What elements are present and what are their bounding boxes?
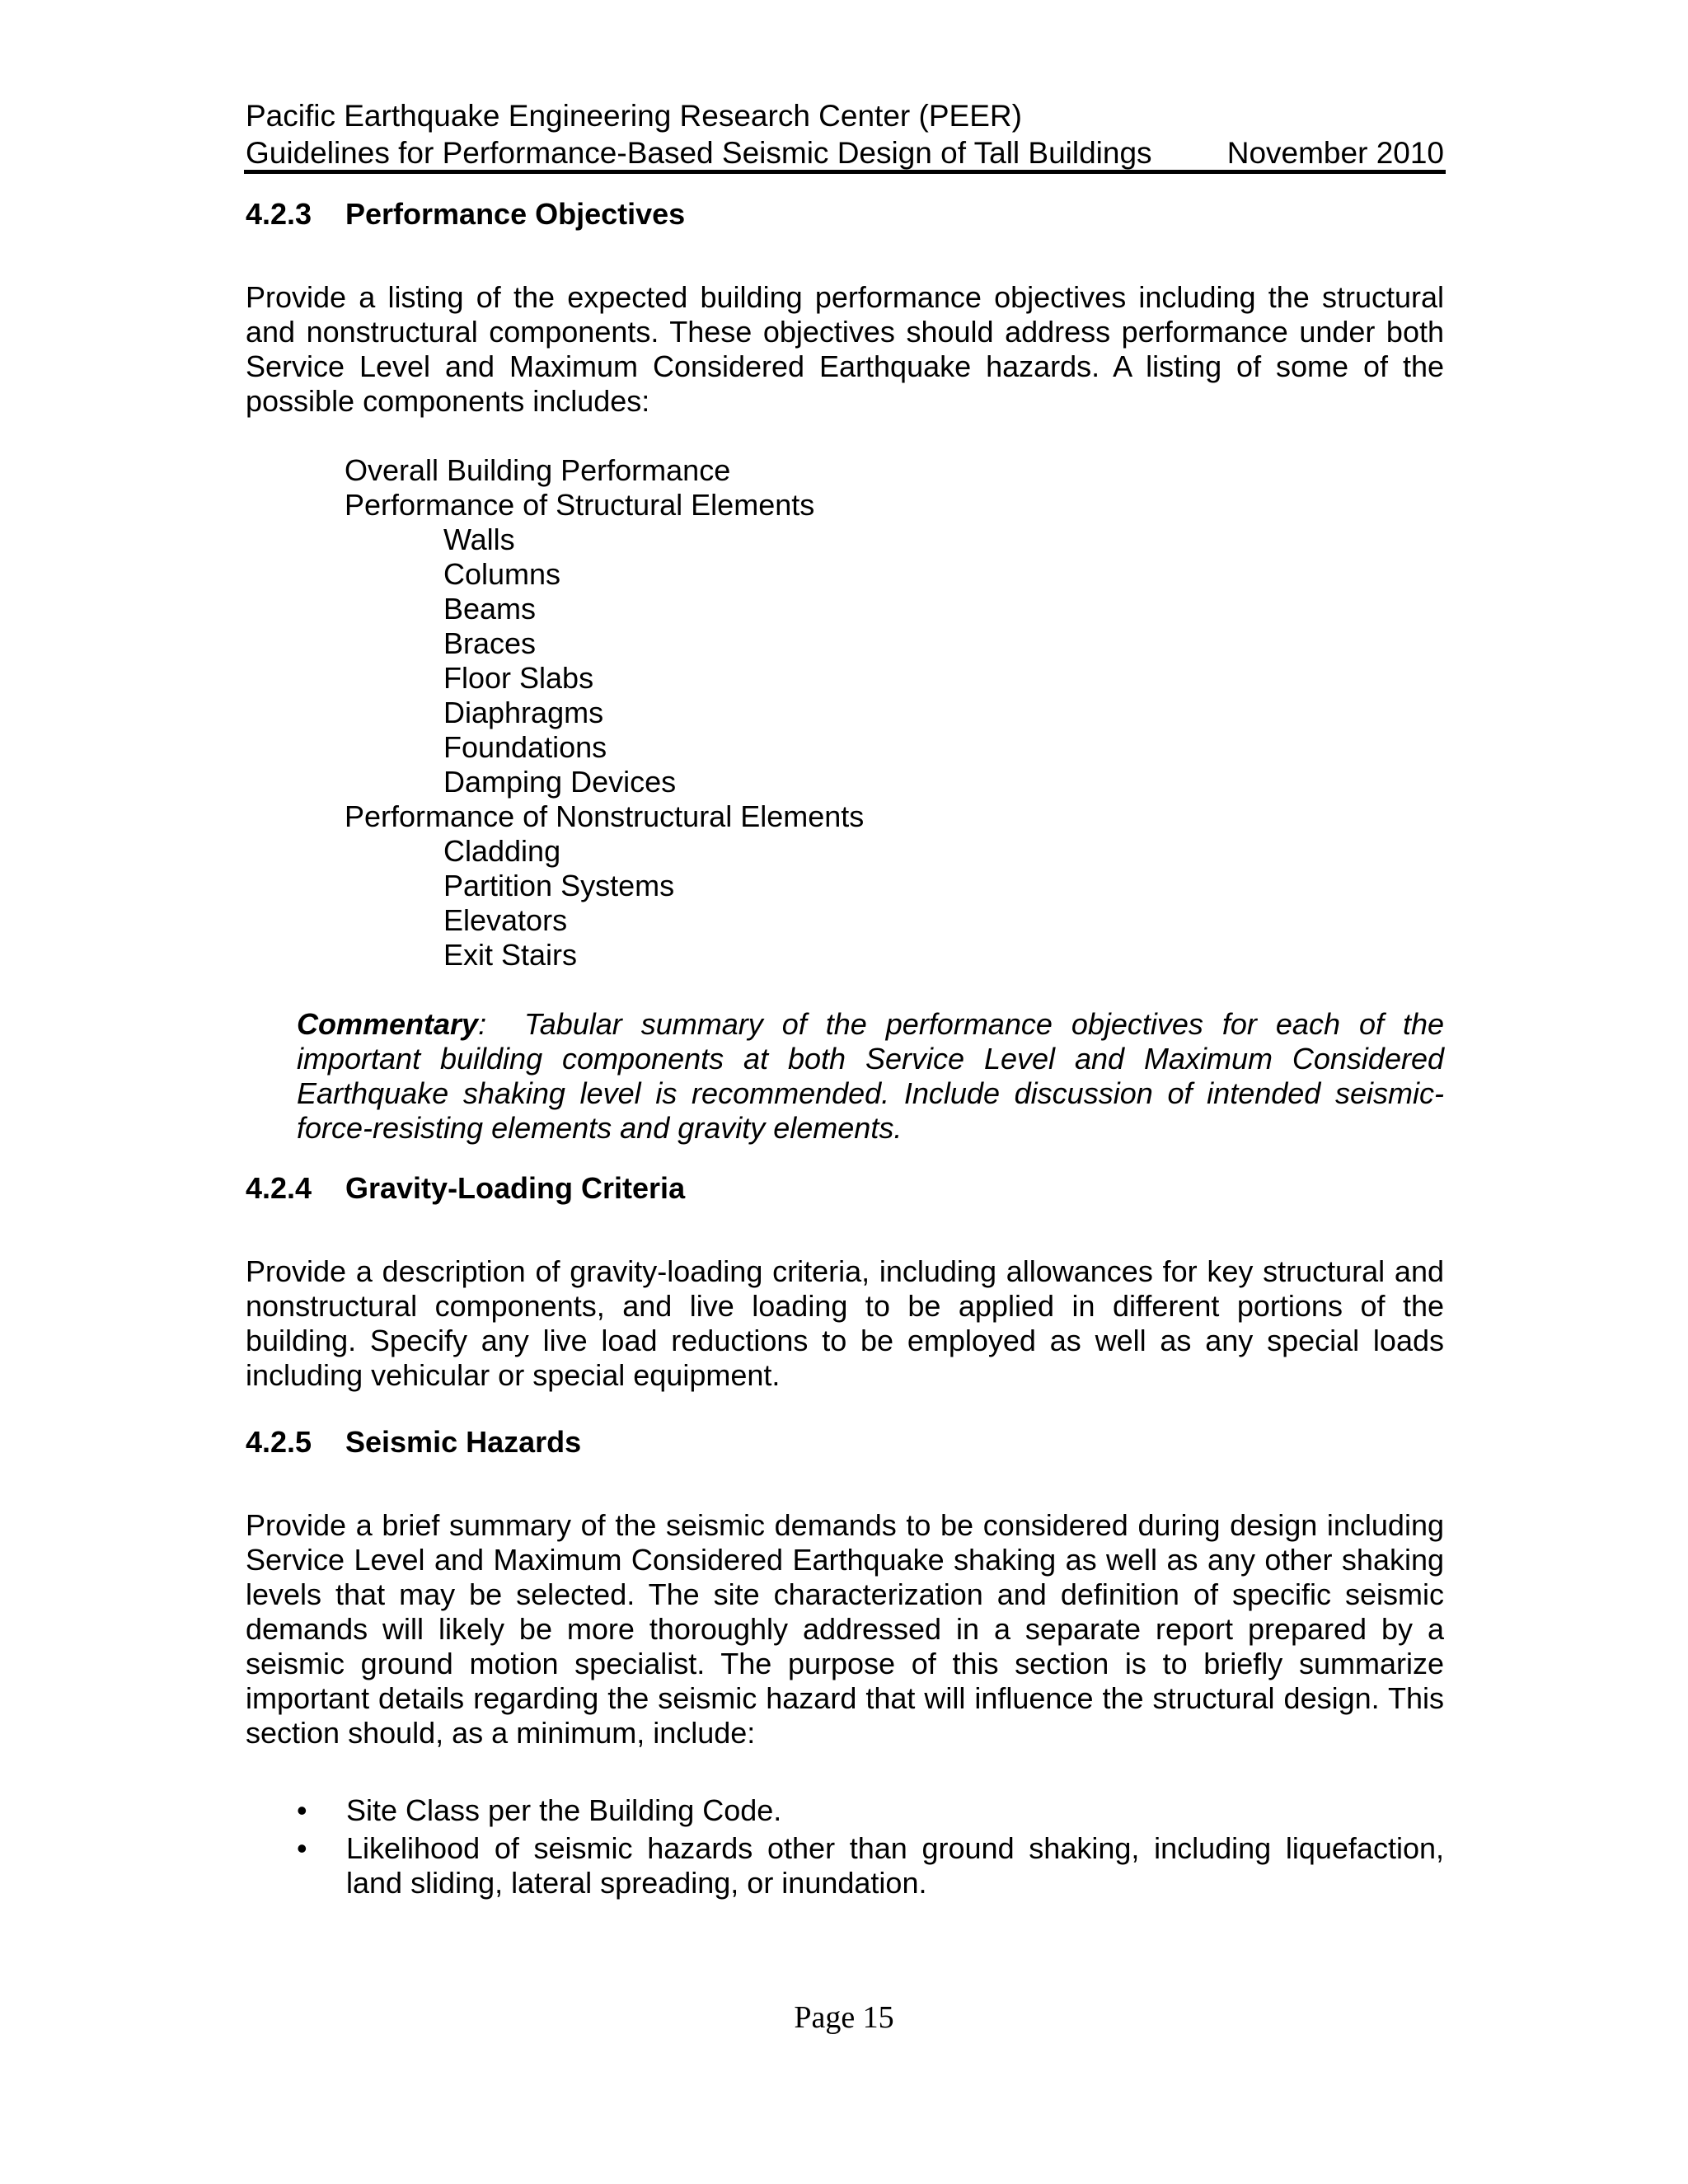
- header-organization: Pacific Earthquake Engineering Research Center (PEER): [246, 99, 1022, 133]
- seismic-hazards-bullets: [297, 1793, 1444, 1904]
- section-heading-4-2-3: [246, 196, 685, 232]
- bullet-icon: •: [297, 1793, 307, 1827]
- sub-list-item: Walls: [443, 523, 515, 556]
- page-number: Page 15: [794, 2000, 894, 2035]
- paragraph-seismic-hazards: Provide a brief summary of the seismic demands to be considered during design including Service Level and Maximum Considered Earthquake shaking as well as any other shaking levels that may be selected. The site characterization and definition of specific seismic demands will likely be more thoroughly addressed in a separate report prepared by a seismic ground motion specialist. The purpose of this section is to briefly summarize important details regarding the seismic hazard that will influence the structural design. This section should, as a minimum, include:: [246, 1508, 1444, 1750]
- sub-list-item: Foundations: [443, 730, 607, 764]
- section-number: 4.2.5: [246, 1425, 312, 1459]
- sub-list-item: Beams: [443, 592, 537, 626]
- sub-list-item: Columns: [443, 557, 561, 591]
- header-document-title: Guidelines for Performance-Based Seismic Design of Tall Buildings: [246, 136, 1152, 170]
- running-header: [246, 97, 1444, 171]
- header-date: November 2010: [1226, 136, 1444, 170]
- sub-list-item: Damping Devices: [443, 765, 677, 799]
- bullet-text: Likelihood of seismic hazards other than ground shaking, including liquefaction, land sliding, lateral spreading, or inundation.: [346, 1831, 1444, 1900]
- section-title: Seismic Hazards: [345, 1425, 582, 1459]
- section-heading-4-2-4: [246, 1170, 685, 1207]
- sub-list-item: Exit Stairs: [443, 938, 578, 972]
- header-rule: [244, 170, 1446, 174]
- list-item: Overall Building Performance: [345, 453, 731, 487]
- section-number: 4.2.4: [246, 1171, 312, 1205]
- header-title-line: [246, 134, 1444, 171]
- commentary-colon: :: [478, 1007, 525, 1041]
- sub-list-item: Cladding: [443, 834, 561, 868]
- commentary-label: Commentary: [297, 1007, 479, 1041]
- sub-list-item: Floor Slabs: [443, 661, 594, 695]
- commentary-block: [297, 1007, 1444, 1146]
- bullet-item: [297, 1831, 1444, 1900]
- bullet-text: Site Class per the Building Code.: [346, 1793, 782, 1827]
- sub-list-item: Partition Systems: [443, 869, 675, 902]
- components-list: [345, 453, 864, 972]
- section-heading-4-2-5: [246, 1424, 581, 1460]
- section-title: Gravity-Loading Criteria: [345, 1171, 686, 1205]
- paragraph-gravity-loading: Provide a description of gravity-loading criteria, including allowances for key structural and nonstructural components, and live loading to be applied in different portions of the building. Specify any live load reductions to be employed as well as any special loads including vehicular or special equipment.: [246, 1254, 1444, 1392]
- section-number: 4.2.3: [246, 197, 312, 231]
- list-item: Performance of Nonstructural Elements: [345, 799, 865, 833]
- commentary-text: Tabular summary of the performance objectives for each of the important building components at both Service Level and Maximum Considered Earthquake shaking level is recommended. Include discussion of intended seismic-force-resisting elements and gravity elements.: [297, 1007, 1444, 1145]
- paragraph-performance-objectives: Provide a listing of the expected building performance objectives including the structural and nonstructural components. These objectives should address performance under both Service Level and Maximum Considered Earthquake hazards. A listing of some of the possible components includes:: [246, 280, 1444, 418]
- sub-list-item: Elevators: [443, 903, 568, 937]
- bullet-item: [297, 1793, 1444, 1828]
- sub-list-item: Diaphragms: [443, 696, 604, 729]
- sub-list-item: Braces: [443, 626, 537, 660]
- bullet-icon: •: [297, 1831, 307, 1865]
- list-item: Performance of Structural Elements: [345, 488, 815, 522]
- section-title: Performance Objectives: [345, 197, 686, 231]
